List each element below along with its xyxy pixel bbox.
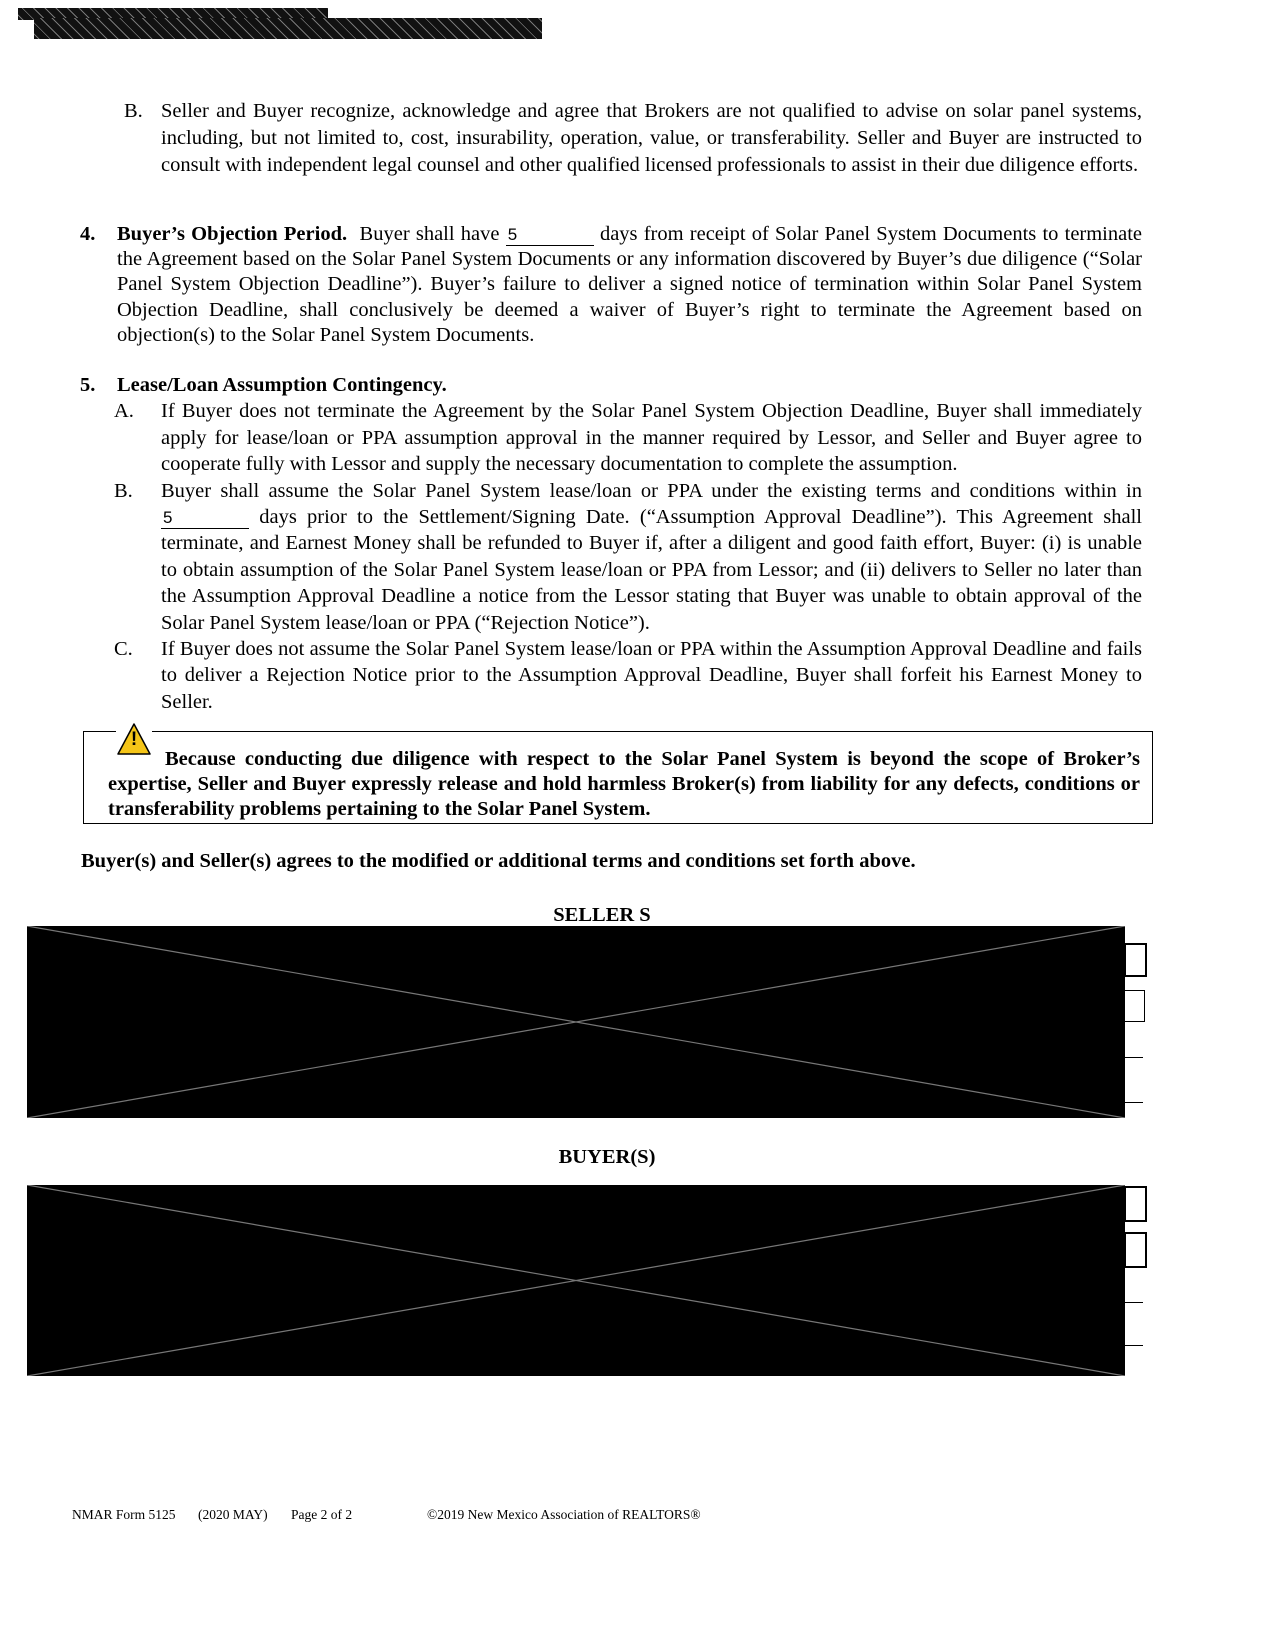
footer-form: NMAR Form 5125 bbox=[72, 1507, 176, 1522]
section-4 bbox=[80, 222, 1142, 348]
item-a-text: If Buyer does not terminate the Agreement by the Solar Panel System Objection Deadline, Buyer shall immediately apply for lease/loan or PPA assumption approval in the manner required by Lessor, and Seller and Buyer agree to cooperate fully with Lessor and supply the necessary documentation to complete the assumption. bbox=[161, 400, 1142, 476]
seller-heading: SELLER S bbox=[553, 904, 651, 926]
section-5-item-a bbox=[80, 398, 1142, 477]
section-4-text-after: days from receipt of Solar Panel System Documents to terminate the Agreement based on the Solar Panel System Documents or any information discovered by Buyer’s due diligence (“Solar Panel System Objection Deadline”). Buyer’s failure to deliver a signed notice of termination within Solar Panel System Objection Deadline, shall conclusively be deemed a waiver of Buyer’s right to terminate the Agreement based on objection(s) to the Solar Panel System Documents. bbox=[117, 223, 1143, 346]
buyer-heading: BUYER(S) bbox=[558, 1146, 656, 1168]
buyer-side-line-1 bbox=[1125, 1302, 1143, 1303]
section-4-title: Buyer’s Objection Period. bbox=[117, 223, 348, 245]
section-5-title: Lease/Loan Assumption Contingency. bbox=[117, 374, 447, 396]
item-b-text-after: days prior to the Settlement/Signing Date. (“Assumption Approval Deadline”). This Agreement shall terminate, and Earnest Money shall be refunded to Buyer if, after a diligent and good faith effort, Buyer: (i) is unable to obtain assumption of the Solar Panel System lease/loan or PPA from Lessor; and (ii) delivers to Seller no later than the Assumption Approval Deadline a notice from the Lessor stating that Buyer was unable to obtain approval of the Solar Panel System lease/loan or PPA (“Rejection Notice”). bbox=[161, 506, 1143, 634]
item-c-label: C. bbox=[114, 638, 133, 661]
warning-icon-glyph: ! bbox=[130, 729, 138, 750]
buyer-side-checkbox-1[interactable] bbox=[1124, 1186, 1147, 1222]
seller-side-checkbox-2[interactable] bbox=[1124, 990, 1145, 1022]
section-5-item-b bbox=[80, 478, 1142, 636]
buyer-side-line-2 bbox=[1125, 1345, 1143, 1346]
buyer-signature-block-redacted bbox=[27, 1185, 1125, 1376]
section-5-number: 5. bbox=[80, 374, 96, 396]
section-b-label: B. bbox=[124, 100, 143, 122]
section-b-continuation bbox=[124, 98, 1142, 179]
footer-page: Page 2 of 2 bbox=[291, 1507, 353, 1522]
objection-days-field[interactable]: 5 bbox=[506, 225, 594, 246]
buyer-side-checkbox-2[interactable] bbox=[1124, 1232, 1147, 1268]
section-4-number: 4. bbox=[80, 223, 96, 245]
seller-side-line-2 bbox=[1125, 1102, 1143, 1103]
warning-text: Because conducting due diligence with respect to the Solar Panel System is beyond the scope of Broker’s expertise, Seller and Buyer expressly release and hold harmless Broker(s) from liability for any defects, conditions or transferability problems pertaining to the Solar Panel System. bbox=[108, 748, 1140, 820]
seller-side-checkbox-1[interactable] bbox=[1124, 943, 1147, 977]
section-5 bbox=[80, 372, 1142, 715]
footer-date: (2020 MAY) bbox=[198, 1507, 268, 1522]
redacted-header-bar-2 bbox=[34, 18, 542, 39]
seller-side-line-1 bbox=[1125, 1057, 1143, 1058]
item-a-label: A. bbox=[114, 400, 134, 423]
section-4-text-before: Buyer shall have bbox=[359, 223, 500, 245]
item-c-text: If Buyer does not assume the Solar Panel System lease/loan or PPA within the Assumption Approval Deadline and fails to deliver a Rejection Notice prior to the Assumption Approval Deadline, Buyer shall forfeit his Earnest Money to Seller. bbox=[161, 638, 1142, 713]
section-b-text: Seller and Buyer recognize, acknowledge and agree that Brokers are not qualified to advise on solar panel systems, including, but not limited to, cost, insurability, operation, value, or transferability. Seller and Buyer are instructed to consult with independent legal counsel and other qualified licensed professionals to assist in their due diligence efforts. bbox=[161, 100, 1142, 176]
section-5-item-c bbox=[80, 636, 1142, 715]
seller-signature-block-redacted bbox=[27, 926, 1125, 1118]
item-b-label: B. bbox=[114, 479, 133, 502]
footer-copyright: ©2019 New Mexico Association of REALTORS® bbox=[427, 1507, 701, 1522]
item-b-text-before: Buyer shall assume the Solar Panel System lease/loan or PPA under the existing terms and conditions within in bbox=[161, 479, 1142, 502]
agreement-statement: Buyer(s) and Seller(s) agrees to the modified or additional terms and conditions set forth above. bbox=[81, 850, 916, 872]
assumption-days-field[interactable]: 5 bbox=[161, 508, 249, 529]
